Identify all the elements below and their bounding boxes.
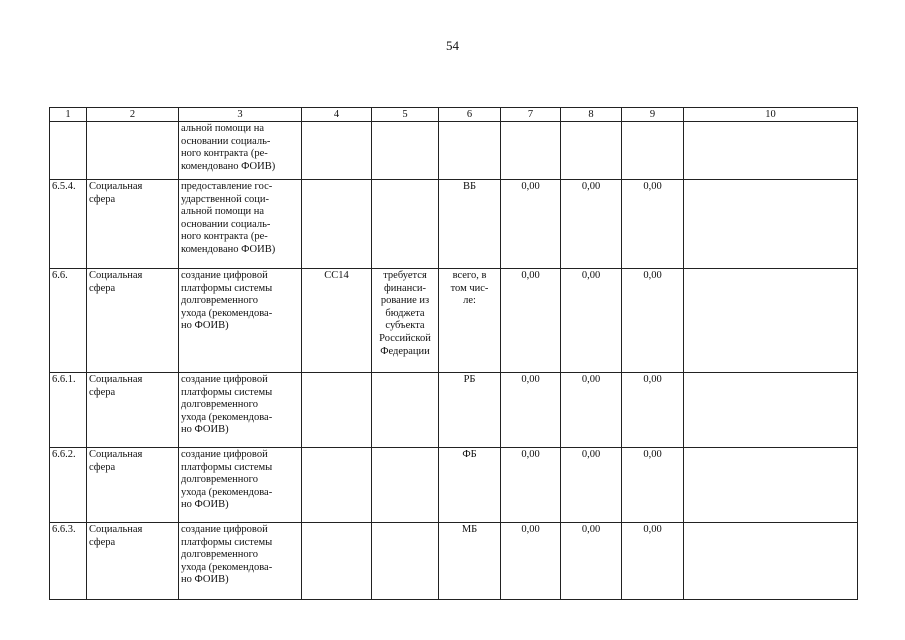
row-number-cell: 6.5.4.	[50, 180, 87, 269]
header-row	[50, 108, 858, 122]
page-number: 54	[446, 38, 459, 53]
row-number-cell: 6.6.2.	[50, 448, 87, 523]
value-cell-8: 0,00	[561, 269, 622, 373]
value-cell-7	[501, 122, 561, 180]
value-cell-7: 0,00	[501, 373, 561, 448]
code-cell	[302, 448, 372, 523]
sphere-cell: Социальная сфера	[87, 448, 179, 523]
row-number-cell	[50, 122, 87, 180]
value-cell-9: 0,00	[622, 373, 684, 448]
description-cell: предоставление гос- ударственной соци- альной помощи на основании социаль- ного контракта (ре- комендовано ФОИВ)	[179, 180, 302, 269]
table-row	[50, 373, 858, 448]
table-row	[50, 180, 858, 269]
table-row	[50, 448, 858, 523]
column-10-cell	[684, 180, 858, 269]
row-number-cell: 6.6.1.	[50, 373, 87, 448]
table-row	[50, 269, 858, 373]
header-cell: 9	[622, 108, 684, 122]
row-number-cell: 6.6.3.	[50, 523, 87, 600]
header-cell: 6	[439, 108, 501, 122]
value-cell-8	[561, 122, 622, 180]
code-cell	[302, 373, 372, 448]
funding-source-cell: ВБ	[439, 180, 501, 269]
table-row	[50, 122, 858, 180]
sphere-cell: Социальная сфера	[87, 269, 179, 373]
value-cell-8: 0,00	[561, 373, 622, 448]
note-cell	[372, 122, 439, 180]
description-cell: создание цифровой платформы системы долговременного ухода (рекомендова- но ФОИВ)	[179, 523, 302, 600]
value-cell-9: 0,00	[622, 269, 684, 373]
sphere-cell: Социальная сфера	[87, 523, 179, 600]
note-cell	[372, 523, 439, 600]
funding-source-cell: всего, в том чис- ле:	[439, 269, 501, 373]
column-10-cell	[684, 448, 858, 523]
funding-source-cell: МБ	[439, 523, 501, 600]
header-cell: 2	[87, 108, 179, 122]
header-cell: 10	[684, 108, 858, 122]
code-cell: СС14	[302, 269, 372, 373]
value-cell-7: 0,00	[501, 180, 561, 269]
value-cell-8: 0,00	[561, 448, 622, 523]
code-cell	[302, 180, 372, 269]
funding-source-cell: РБ	[439, 373, 501, 448]
funding-source-cell	[439, 122, 501, 180]
code-cell	[302, 122, 372, 180]
column-10-cell	[684, 373, 858, 448]
value-cell-9	[622, 122, 684, 180]
note-cell	[372, 180, 439, 269]
sphere-cell: Социальная сфера	[87, 180, 179, 269]
value-cell-9: 0,00	[622, 448, 684, 523]
value-cell-8: 0,00	[561, 523, 622, 600]
note-cell	[372, 448, 439, 523]
table-row	[50, 523, 858, 600]
sphere-cell	[87, 122, 179, 180]
document-table	[49, 107, 858, 600]
header-cell: 5	[372, 108, 439, 122]
header-cell: 7	[501, 108, 561, 122]
header-cell: 3	[179, 108, 302, 122]
note-cell	[372, 373, 439, 448]
code-cell	[302, 523, 372, 600]
note-cell: требуется финанси- рование из бюджета субъекта Российской Федерации	[372, 269, 439, 373]
value-cell-9: 0,00	[622, 180, 684, 269]
column-10-cell	[684, 269, 858, 373]
value-cell-7: 0,00	[501, 448, 561, 523]
description-cell: создание цифровой платформы системы долговременного ухода (рекомендова- но ФОИВ)	[179, 448, 302, 523]
description-cell: создание цифровой платформы системы долговременного ухода (рекомендова- но ФОИВ)	[179, 373, 302, 448]
description-cell: альной помощи на основании социаль- ного контракта (ре- комендовано ФОИВ)	[179, 122, 302, 180]
funding-source-cell: ФБ	[439, 448, 501, 523]
value-cell-7: 0,00	[501, 523, 561, 600]
column-10-cell	[684, 523, 858, 600]
header-cell: 1	[50, 108, 87, 122]
column-10-cell	[684, 122, 858, 180]
header-cell: 4	[302, 108, 372, 122]
header-cell: 8	[561, 108, 622, 122]
row-number-cell: 6.6.	[50, 269, 87, 373]
value-cell-8: 0,00	[561, 180, 622, 269]
sphere-cell: Социальная сфера	[87, 373, 179, 448]
value-cell-9: 0,00	[622, 523, 684, 600]
value-cell-7: 0,00	[501, 269, 561, 373]
description-cell: создание цифровой платформы системы долговременного ухода (рекомендова- но ФОИВ)	[179, 269, 302, 373]
